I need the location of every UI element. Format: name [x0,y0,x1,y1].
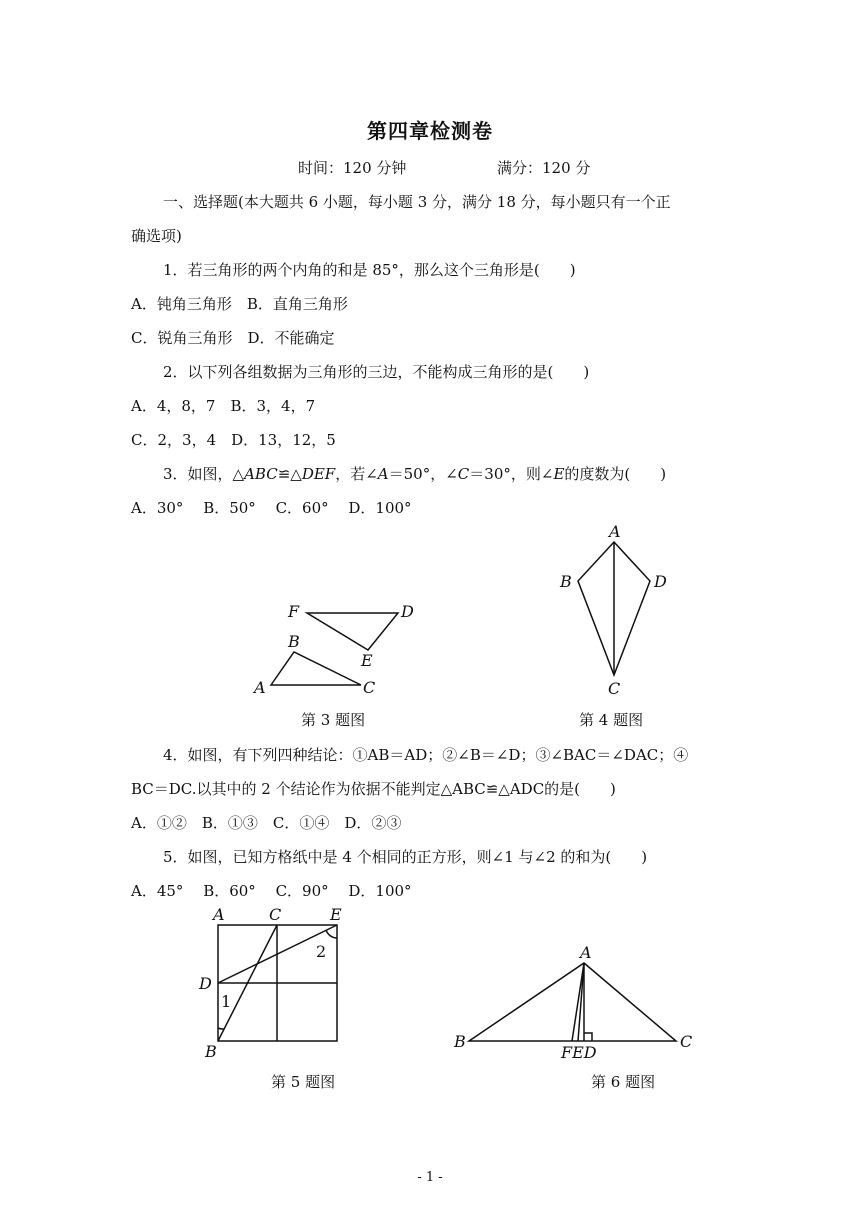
label-d: D [654,572,667,591]
label-d: D [199,974,212,993]
segment-ae [578,963,584,1041]
label-e: E [330,905,342,924]
total-score: 满分：120 分 [497,159,591,177]
section-heading-cont: 确选项) [131,227,182,245]
label-a: A [609,522,621,541]
label-a: A [254,678,266,697]
label-fed: FED [561,1043,597,1062]
question-3-stem: 3．如图，△ABC≌△DEF，若∠A＝50°，∠C＝30°，则∠E的度数为( ) [163,465,667,483]
segment-af [572,963,584,1041]
angle-1-arc [218,1028,224,1029]
label-b: B [205,1042,217,1061]
figure-5-caption: 第 5 题图 [271,1073,336,1091]
question-4-line1: 4．如图，有下列四种结论：①AB＝AD；②∠B＝∠D；③∠BAC＝∠DAC；④ [163,746,689,764]
label-c: C [608,679,621,698]
question-1-options-row2: C．锐角三角形 D．不能确定 [131,329,335,347]
label-f: F [288,602,300,621]
label-c: C [363,678,376,697]
triangle-def [307,613,398,650]
question-3-options: A．30° B．50° C．60° D．100° [131,499,412,517]
figure-4-caption: 第 4 题图 [579,711,644,729]
question-4-line2: BC＝DC.以其中的 2 个结论作为依据不能判定△ABC≌△ADC的是( ) [131,780,616,798]
figure-6 [450,940,700,1065]
question-4-options: A．①② B．①③ C．①④ D．②③ [131,814,402,832]
question-2-options-row2: C．2，3，4 D．13，12，5 [131,431,336,449]
right-angle-mark [584,1033,592,1041]
figure-3-caption: 第 3 题图 [301,711,366,729]
figure-6-caption: 第 6 题图 [591,1073,656,1091]
label-a: A [213,905,225,924]
label-a: A [580,943,592,962]
question-5-stem: 5．如图，已知方格纸中是 4 个相同的正方形，则∠1 与∠2 的和为( ) [163,848,648,866]
page-number: - 1 - [417,1170,443,1185]
label-c: C [269,905,282,924]
triangle-abc [469,963,676,1041]
angle-2-label: 2 [316,942,327,961]
page-title: 第四章检测卷 [367,119,493,143]
label-b: B [454,1032,466,1051]
label-e: E [361,651,373,670]
figure-4 [550,520,680,700]
question-5-options: A．45° B．60° C．90° D．100° [131,882,412,900]
triangle-abc [271,652,361,685]
angle-1-label: 1 [221,992,232,1011]
time-limit: 时间：120 分钟 [298,159,407,177]
label-b: B [560,572,572,591]
figure-5 [195,900,365,1065]
angle-2-arc [326,930,337,938]
question-1-stem: 1．若三角形的两个内角的和是 85°，那么这个三角形是( ) [163,261,576,279]
section-heading: 一、选择题(本大题共 6 小题，每小题 3 分，满分 18 分，每小题只有一个正 [163,193,671,211]
question-1-options-row1: A．钝角三角形 B．直角三角形 [131,295,348,313]
question-2-stem: 2．以下列各组数据为三角形的三边，不能构成三角形的是( ) [163,363,590,381]
question-2-options-row1: A．4，8，7 B．3，4，7 [131,397,316,415]
figure-3 [240,595,430,705]
label-b: B [288,632,300,651]
label-d: D [401,602,414,621]
label-c: C [680,1032,693,1051]
